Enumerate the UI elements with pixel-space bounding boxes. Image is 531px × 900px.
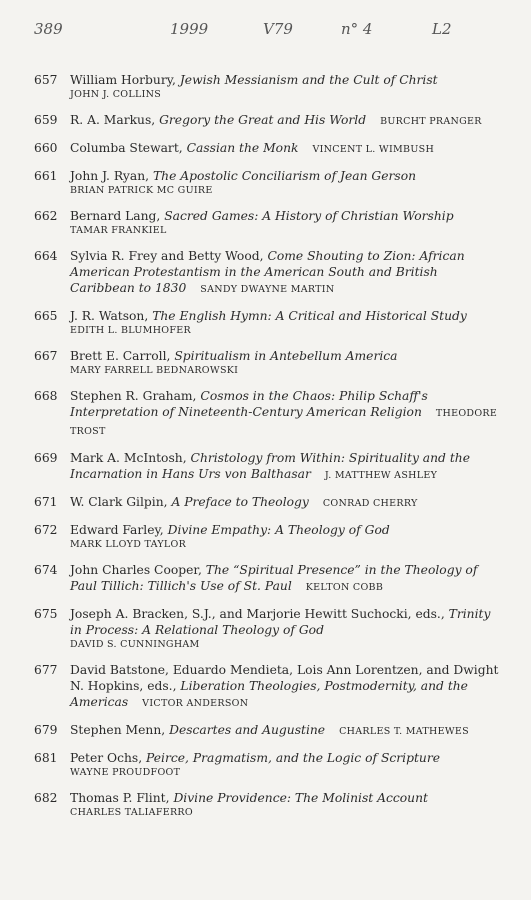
page-number: 657 [34, 73, 58, 87]
book-title: Cosmos in the Chaos: Philip Schaff's Interpretation of Nineteenth-Century American Religion [70, 389, 428, 419]
page-number: 671 [34, 495, 58, 509]
page-number: 681 [34, 751, 58, 765]
reviewer-name: CONRAD CHERRY [322, 498, 418, 509]
reviewer-name: CHARLES T. MATHEWES [339, 726, 469, 737]
reviewer-name: CHARLES TALIAFERRO [70, 807, 193, 818]
reviewer-name: KELTON COBB [305, 582, 384, 593]
review-entry [34, 208, 504, 238]
reviewer-name: TAMAR FRANKIEL [70, 225, 167, 236]
book-title: The “Spiritual Presence” in the Theology of Paul Tillich: Tillich's Use of St. Paul [70, 563, 478, 593]
reviewer-name: BURCHT PRANGER [380, 116, 482, 127]
review-entry [34, 388, 504, 440]
book-title: Jewish Messianism and the Cult of Christ [179, 73, 438, 87]
review-entry [34, 168, 504, 198]
entry-text [70, 348, 504, 378]
entry-text [70, 450, 504, 484]
review-entry [34, 308, 504, 338]
book-title: Liberation Theologies, Postmodernity, and the Americas [70, 679, 468, 709]
page-number: 667 [34, 349, 58, 363]
review-entry [34, 450, 504, 484]
book-title: Christology from Within: Spirituality and the Incarnation in Hans Urs von Balthasar [70, 451, 470, 481]
handwritten-note: 1999 [170, 20, 209, 38]
book-author: Stephen Menn, [70, 723, 166, 737]
book-author: R. A. Markus, [70, 113, 156, 127]
book-author: John J. Ryan, [70, 169, 150, 183]
book-author: W. Clark Gilpin, [70, 495, 168, 509]
reviewer-name: MARK LLOYD TAYLOR [70, 539, 187, 550]
entry-text [70, 662, 504, 712]
book-author: Mark A. McIntosh, [70, 451, 187, 465]
review-entry [34, 348, 504, 378]
reviewer-name: VICTOR ANDERSON [142, 698, 249, 709]
entry-text [70, 140, 504, 158]
book-title: Spiritualism in Antebellum America [174, 349, 398, 363]
book-author: William Horbury, [70, 73, 176, 87]
entry-text [70, 494, 504, 512]
book-title: The English Hymn: A Critical and Historical Study [152, 309, 467, 323]
review-entry [34, 722, 504, 740]
review-entry [34, 112, 504, 130]
entry-text [70, 168, 504, 198]
page-number: 659 [34, 113, 58, 127]
handwritten-note: V79 [263, 20, 293, 38]
entry-text [70, 72, 504, 102]
page-number: 668 [34, 389, 58, 403]
book-author: Joseph A. Bracken, S.J., and Marjorie Hewitt Suchocki, eds., [70, 607, 445, 621]
entry-text [70, 112, 504, 130]
reviewer-name: EDITH L. BLUMHOFER [70, 325, 191, 336]
review-entry [34, 606, 504, 652]
reviewer-name: WAYNE PROUDFOOT [70, 767, 181, 778]
page-number: 661 [34, 169, 58, 183]
handwritten-note: n° 4 [341, 20, 373, 38]
book-title: The Apostolic Conciliarism of Jean Gerson [152, 169, 417, 183]
book-title: Descartes and Augustine [169, 723, 326, 737]
book-title: Gregory the Great and His World [159, 113, 367, 127]
review-entry [34, 140, 504, 158]
page-number: 664 [34, 249, 58, 263]
book-title: Sacred Games: A History of Christian Worship [164, 209, 454, 223]
handwritten-note: 389 [34, 20, 63, 38]
entry-text [70, 388, 504, 440]
reviewer-name: DAVID S. CUNNINGHAM [70, 639, 200, 650]
book-author: David Batstone, Eduardo Mendieta, Lois Ann Lorentzen, and Dwight N. Hopkins, eds., [70, 663, 499, 693]
entry-text [70, 562, 504, 596]
page-number: 662 [34, 209, 58, 223]
review-entry [34, 248, 504, 298]
book-title: Cassian the Monk [186, 141, 299, 155]
book-author: J. R. Watson, [70, 309, 149, 323]
entry-text [70, 790, 504, 820]
reviewer-name: BRIAN PATRICK MC GUIRE [70, 185, 213, 196]
review-entry [34, 522, 504, 552]
handwritten-note: L2 [432, 20, 452, 38]
book-title: Come Shouting to Zion: African American Protestantism in the American South and British Caribbean to 1830 [70, 249, 465, 295]
reviewer-name: J. MATTHEW ASHLEY [324, 470, 438, 481]
reviewer-name: THEODORE TROST [70, 408, 498, 437]
page-number: 679 [34, 723, 58, 737]
review-entry [34, 662, 504, 712]
book-author: Stephen R. Graham, [70, 389, 197, 403]
book-author: John Charles Cooper, [70, 563, 202, 577]
review-entry [34, 494, 504, 512]
page-number: 677 [34, 663, 58, 677]
book-author: Bernard Lang, [70, 209, 161, 223]
review-entry [34, 562, 504, 596]
page-number: 672 [34, 523, 58, 537]
page-number: 669 [34, 451, 58, 465]
book-author: Thomas P. Flint, [70, 791, 170, 805]
book-author: Sylvia R. Frey and Betty Wood, [70, 249, 264, 263]
book-author: Brett E. Carroll, [70, 349, 171, 363]
reviewer-name: MARY FARRELL BEDNAROWSKI [70, 365, 239, 376]
entry-text [70, 308, 504, 338]
page-number: 674 [34, 563, 58, 577]
page-number: 660 [34, 141, 58, 155]
entry-text [70, 606, 504, 652]
reviewer-name: SANDY DWAYNE MARTIN [200, 284, 335, 295]
entry-text [70, 522, 504, 552]
book-author: Columba Stewart, [70, 141, 183, 155]
page-number: 675 [34, 607, 58, 621]
book-author: Peter Ochs, [70, 751, 143, 765]
book-title: Trinity in Process: A Relational Theology of God [70, 607, 491, 637]
entry-text [70, 208, 504, 238]
review-entry [34, 790, 504, 820]
page-number: 682 [34, 791, 58, 805]
reviewer-name: JOHN J. COLLINS [70, 89, 162, 100]
entry-text [70, 248, 504, 298]
book-author: Edward Farley, [70, 523, 164, 537]
page-number: 665 [34, 309, 58, 323]
review-list [34, 72, 504, 830]
review-entry [34, 72, 504, 102]
review-entry [34, 750, 504, 780]
entry-text [70, 750, 504, 780]
book-title: Peirce, Pragmatism, and the Logic of Scripture [146, 751, 440, 765]
reviewer-name: VINCENT L. WIMBUSH [312, 144, 435, 155]
book-title: Divine Providence: The Molinist Account [173, 791, 428, 805]
book-title: Divine Empathy: A Theology of God [167, 523, 390, 537]
entry-text [70, 722, 504, 740]
book-title: A Preface to Theology [171, 495, 309, 509]
